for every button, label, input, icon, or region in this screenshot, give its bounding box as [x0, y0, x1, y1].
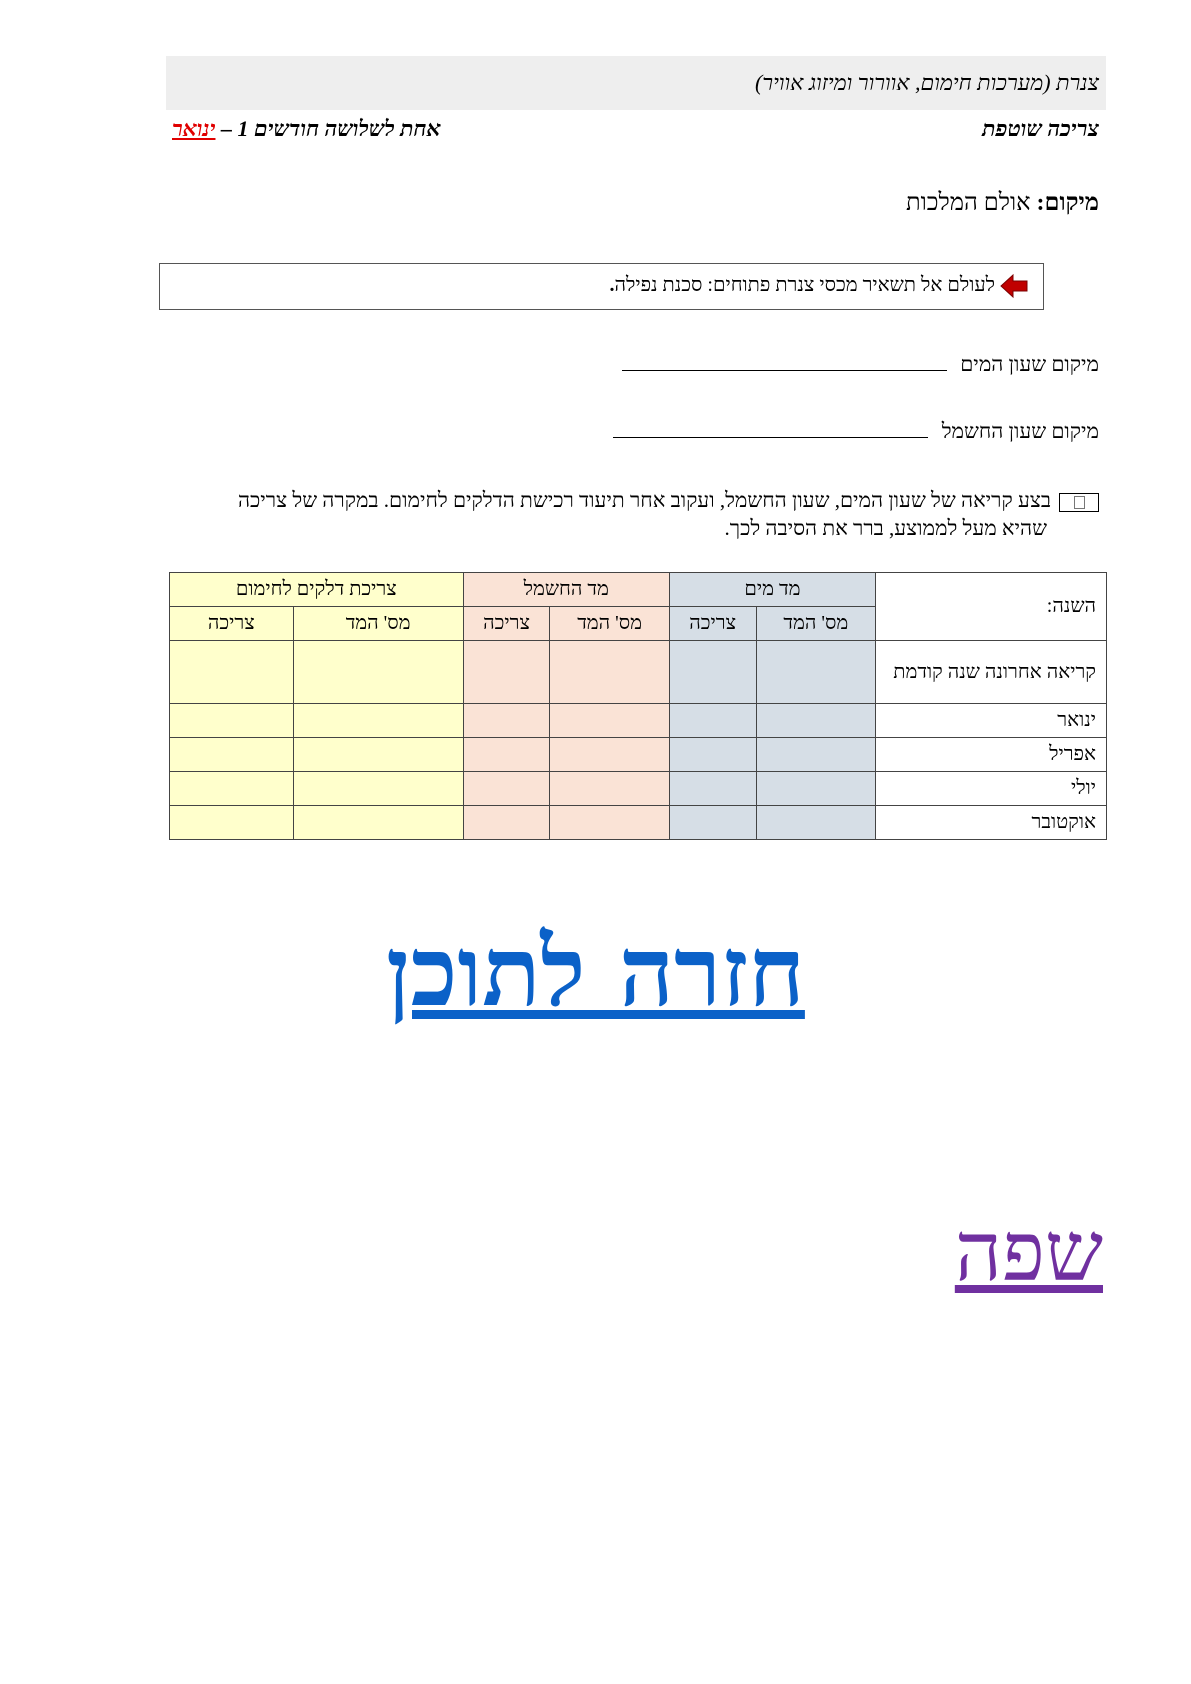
table-row: [170, 772, 1107, 806]
water-meter-location-field: [622, 352, 1099, 377]
fuel-meter-no-header: מס' המד: [293, 607, 463, 641]
water-consumption-cell[interactable]: [669, 704, 756, 738]
meter-readings-table: [169, 572, 1107, 840]
electric-meter-no-header: מס' המד: [550, 607, 669, 641]
electric-meter-location-field: [613, 419, 1099, 444]
frequency-text: אחת לשלושה חודשים 1 –: [220, 116, 441, 141]
water-meter-no-cell[interactable]: [756, 806, 875, 840]
water-meter-no-cell[interactable]: [756, 641, 875, 704]
back-to-contents-link[interactable]: חזרה לתוכן: [386, 915, 805, 1028]
water-meter-no-cell[interactable]: [756, 704, 875, 738]
check-instruction: [199, 486, 1099, 542]
fuel-meter-no-cell[interactable]: [293, 772, 463, 806]
water-meter-no-cell[interactable]: [756, 738, 875, 772]
electric-consumption-cell[interactable]: [463, 641, 550, 704]
water-meter-location-label: מיקום שעון המים: [960, 352, 1099, 376]
electric-meter-no-cell[interactable]: [550, 806, 669, 840]
row-label: אפריל: [876, 738, 1107, 772]
page-header-title: צנרת (מערכות חימום, אוורור ומיזוג אוויר): [754, 70, 1099, 95]
electric-meter-no-cell[interactable]: [550, 704, 669, 738]
water-consumption-cell[interactable]: [669, 772, 756, 806]
water-meter-header: מד מים: [669, 573, 875, 607]
water-consumption-cell[interactable]: [669, 641, 756, 704]
electric-meter-no-cell[interactable]: [550, 738, 669, 772]
electric-consumption-cell[interactable]: [463, 806, 550, 840]
frequency-category: צריכה שוטפת: [982, 116, 1099, 141]
warning-box: [159, 263, 1044, 310]
location-label: מיקום:: [1036, 190, 1099, 216]
table-row: [170, 641, 1107, 704]
fuel-consumption-cell[interactable]: [170, 738, 294, 772]
electric-meter-location-blank[interactable]: [613, 419, 928, 438]
electric-meter-no-cell[interactable]: [550, 772, 669, 806]
water-consumption-cell[interactable]: [669, 806, 756, 840]
electric-meter-header: מד החשמל: [463, 573, 669, 607]
table-row: [170, 704, 1107, 738]
warning-text: לעולם אל תשאיר מכסי צנרת פתוחים: סכנת נפילה.: [609, 274, 995, 296]
fuel-consumption-cell[interactable]: [170, 641, 294, 704]
fuel-meter-no-cell[interactable]: [293, 806, 463, 840]
table-row: [170, 806, 1107, 840]
row-label: אוקטובר: [876, 806, 1107, 840]
electric-meter-location-label: מיקום שעון החשמל: [941, 419, 1099, 443]
electric-consumption-cell[interactable]: [463, 738, 550, 772]
instruction-line-2: שהיא מעל לממוצע, ברר את הסיבה לכך.: [724, 516, 1047, 540]
water-meter-location-blank[interactable]: [622, 352, 947, 371]
electric-consumption-cell[interactable]: [463, 704, 550, 738]
row-label: יולי: [876, 772, 1107, 806]
fuel-consumption-header: צריכת דלקים לחימום: [170, 573, 464, 607]
fuel-meter-no-cell[interactable]: [293, 738, 463, 772]
table-row: [170, 738, 1107, 772]
red-arrow-icon: [999, 273, 1029, 299]
electric-consumption-cell[interactable]: [463, 772, 550, 806]
fuel-consumption-cell[interactable]: [170, 704, 294, 738]
year-label-cell: השנה:: [876, 573, 1107, 641]
row-label: ינואר: [876, 704, 1107, 738]
electric-consumption-header: צריכה: [463, 607, 550, 641]
instruction-checkbox[interactable]: [1059, 493, 1099, 512]
fuel-meter-no-cell[interactable]: [293, 704, 463, 738]
frequency-schedule: [172, 116, 441, 142]
fuel-consumption-cell[interactable]: [170, 806, 294, 840]
language-link[interactable]: שפה: [954, 1205, 1103, 1300]
location-value: אולם המלכות: [906, 190, 1031, 216]
fuel-consumption-sub-header: צריכה: [170, 607, 294, 641]
water-meter-no-cell[interactable]: [756, 772, 875, 806]
instruction-line-1: בצע קריאה של שעון המים, שעון החשמל, ועקוב אחר תיעוד רכישת הדלקים לחימום. במקרה של צריכה: [237, 488, 1051, 512]
water-consumption-cell[interactable]: [669, 738, 756, 772]
water-meter-no-header: מס' המד: [756, 607, 875, 641]
location-line: [906, 190, 1099, 217]
fuel-consumption-cell[interactable]: [170, 772, 294, 806]
electric-meter-no-cell[interactable]: [550, 641, 669, 704]
fuel-meter-no-cell[interactable]: [293, 641, 463, 704]
water-consumption-header: צריכה: [669, 607, 756, 641]
frequency-month-link[interactable]: ינואר: [172, 116, 216, 141]
row-label: קריאה אחרונה שנה קודמת: [876, 641, 1107, 704]
